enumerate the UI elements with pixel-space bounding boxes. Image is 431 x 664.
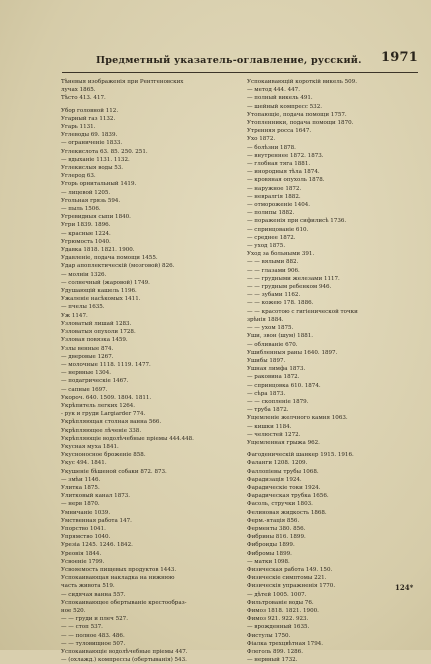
index-entry: Фистулы 1750. — [247, 632, 291, 639]
index-entry: Фелиновая жидкость 1868. — [247, 509, 327, 516]
index-entry: — труба 1872. — [247, 407, 289, 414]
index-entry: Укрѣпляющіе водолѣчебные пріемы 444.448. — [61, 435, 194, 442]
index-entry: Уж 1147. — [61, 312, 88, 319]
index-entry: — — груди и плеч 527. — [61, 616, 128, 623]
index-entry: Углеводы 69. 1839. — [61, 132, 118, 139]
index-entry: Узловатый лишай 1283. — [61, 320, 132, 327]
index-entry: Ушибы 1897. — [247, 357, 286, 364]
index-entry: лучах 1865. — [61, 87, 96, 94]
index-entry: — пыль 1506. — [61, 206, 101, 213]
index-entry: — — полное 483. 486. — [61, 632, 125, 639]
index-entry: — кишки 1184. — [247, 423, 292, 430]
index-entry: Углерод 63. — [61, 173, 96, 180]
index-entry: Умничаніе 1039. — [61, 509, 111, 516]
index-entry: Утопленники, подача помощи 1870. — [247, 120, 354, 127]
index-entry: — челюстей 1272. — [247, 431, 301, 438]
index-entry: Удушающій кашель 1196. — [61, 288, 137, 295]
index-entry: - рук и груди Largiarder 774. — [61, 411, 146, 418]
index-entry: Укрѣпляющая столная ванна 566. — [61, 419, 162, 426]
index-entry: Укрѣпитель легких 1264. — [61, 402, 136, 409]
index-entry: Укус 494. 1841. — [61, 460, 107, 467]
index-entry: — — ухом 1875. — [247, 325, 294, 332]
index-entry: Уход за больными 391. — [247, 251, 315, 258]
index-entry: — глобная тяга 1881. — [247, 161, 311, 168]
index-entry: Укороч. 640. 1509. 1804. 1811. — [61, 394, 152, 401]
page-header-title: Предметный указатель-оглавление, русский. — [96, 55, 362, 66]
index-entry: Угри 1839. 1896. — [61, 222, 111, 229]
index-entry: — (охлажд.) компрессы (обертыванія) 543. — [61, 657, 187, 664]
index-entry: — — грудными железами 1117. — [247, 275, 340, 282]
index-entry: Угорь орнитальный 1419. — [61, 181, 137, 188]
index-entry: — сѣра 1873. — [247, 390, 286, 397]
index-entry: — метод 444. 447. — [247, 87, 300, 94]
index-entry: Ухо 1872. — [247, 136, 276, 143]
index-entry: Ферм.-ятація 856. — [247, 517, 300, 524]
index-entry: — отмороженіе 1404. — [247, 202, 311, 209]
index-entry: Фиброиды 1899. — [247, 542, 295, 549]
index-entry: Укрѣпляющее лѣченіе 338. — [61, 427, 142, 434]
index-entry: Укушеніе бѣшеной собаки 872. 873. — [61, 468, 167, 475]
index-column-right — [247, 78, 413, 664]
index-entry: Удар апоплектическій (мозговой) 826. — [61, 263, 175, 270]
index-entry: — — глазами 906. — [247, 267, 300, 274]
index-entry: Умственная работа 147. — [61, 517, 132, 524]
index-entry: Фаллопіевы трубы 1068. — [247, 468, 319, 475]
index-entry: Фимоз 1818. 1821. 1900. — [247, 608, 319, 614]
index-entry: — сапные 1697. — [61, 386, 108, 393]
index-entry: — невралгія 1882. — [247, 193, 301, 200]
index-entry: Удавленіе, подача помощи 1455. — [61, 255, 158, 262]
index-entry: Успокаивающій короткій викель 509. — [247, 79, 357, 85]
index-entry: Ущемленная грыжа 962. — [247, 439, 320, 446]
index-entry: — — зубами 1162. — [247, 292, 301, 299]
index-entry: Угрюмость 1040. — [61, 238, 111, 245]
index-entry: Укусная муха 1841. — [61, 443, 119, 450]
index-entry: Фасоль, стручки 1803. — [247, 501, 313, 508]
index-entry: Угревидныя сыпи 1840. — [61, 214, 131, 221]
index-entry: Физическіе симптомы 221. — [247, 575, 327, 582]
index-entry: — молочные 1118. 1119. 1477. — [61, 361, 151, 368]
index-entry: Урезіа 1245. 1246. 1842. — [61, 542, 133, 549]
index-entry: — спринцованіе 610. — [247, 226, 309, 233]
index-entry: — нервные 1304. — [61, 370, 112, 377]
index-entry: — подагрическіе 1467. — [61, 378, 129, 385]
index-entry: — — грудным ребенком 946. — [247, 284, 332, 291]
index-entry: — обливаніе 670. — [247, 341, 298, 348]
index-entry: — лицевой 1205. — [61, 189, 111, 196]
index-entry: — врожденный 1635. — [247, 624, 310, 631]
index-entry: Тѣсто 413. 417. — [61, 95, 106, 102]
index-entry: Упорство 1041. — [61, 525, 106, 532]
index-entry: Успокаивающіе водолѣчебные пріемы 447. — [61, 649, 188, 656]
index-entry: Укусноносное броженіе 858. — [61, 452, 146, 459]
index-entry: Усвоеніе 1799. — [61, 558, 105, 565]
index-entry: — красные 1224. — [61, 230, 111, 237]
index-entry: — матки 1098. — [247, 558, 290, 565]
index-entry: Флеголь 899. 1286. — [247, 649, 303, 656]
index-entry: Физическія упражненія 1770. — [247, 583, 336, 590]
index-entry: Фарадизація 1924. — [247, 476, 302, 483]
index-entry: — среднее 1872. — [247, 234, 296, 241]
index-entry: Уреовія 1844. — [61, 550, 102, 557]
index-entry: Углекислыя воды 53. — [61, 165, 124, 172]
index-entry: — нерв 1870. — [61, 501, 100, 508]
index-entry: Усвояемость пищевых продуктов 1443. — [61, 566, 177, 573]
index-entry: Фибромы 1899. — [247, 550, 292, 557]
index-entry: — пчелы 1635. — [61, 304, 105, 311]
index-entry: — — стоп 537. — [61, 624, 103, 631]
page-number: 1971 — [381, 50, 418, 65]
index-entry: Фимоз 921. 922. 923. — [247, 616, 309, 623]
index-entry: Физическая работа 149. 150. — [247, 566, 333, 573]
index-entry: Узловатыя опухоли 1728. — [61, 329, 136, 336]
index-entry: Фіалка трехцвѣтная 1794. — [247, 640, 324, 647]
index-entry: — наружное 1872. — [247, 185, 302, 192]
index-entry: Улитка 1875. — [61, 484, 100, 491]
index-column-left — [61, 78, 227, 664]
index-entry: Фильтрованіе воды 76. — [247, 599, 314, 606]
index-entry: — полипы 1882. — [247, 210, 295, 217]
index-entry: Ужаленіе насѣкомых 1411. — [61, 296, 141, 303]
index-entry: Ушная лимфа 1873. — [247, 366, 306, 373]
index-entry: Узлы венные 874. — [61, 345, 114, 352]
index-entry: — дѣтей 1005. 1007. — [247, 591, 307, 598]
index-entry: — внутреннее 1872. 1873. — [247, 152, 324, 159]
index-entry: часть живота 519. — [61, 583, 115, 590]
index-entry: Фаланги 1208. 1209. — [247, 460, 308, 467]
index-entry: — кровяная опухоль 1878. — [247, 177, 325, 184]
index-entry: — спринцовка 610. 1874. — [247, 382, 321, 389]
index-entry: Угольная грязь 594. — [61, 197, 121, 204]
index-entry: — змѣи 1146. — [61, 476, 101, 483]
index-entry: — раковина 1872. — [247, 374, 300, 381]
index-entry: Ушибленныя раны 1640. 1897. — [247, 349, 338, 356]
index-entry: Упрямство 1040. — [61, 534, 111, 541]
index-entry: — пораженія при сифилисѣ 1736. — [247, 218, 347, 225]
index-entry: — шейный компресс 532. — [247, 103, 322, 110]
index-entry: — солнечный (жаровой) 1749. — [61, 279, 150, 286]
index-entry: — молніи 1326. — [61, 271, 107, 278]
index-entry: зрѣнія 1884. — [247, 316, 284, 323]
index-entry: Фарадическая трубка 1656. — [247, 493, 329, 500]
index-entry: Успокаивающее обертываніе крестообраз- — [61, 599, 187, 606]
index-entry: — сидячая ванна 557. — [61, 591, 126, 598]
index-entry: Уши, звон (шум) 1881. — [247, 333, 314, 340]
index-entry: — полный викель 491. — [247, 95, 313, 102]
index-entry: — болѣзни 1878. — [247, 144, 296, 151]
index-entry: Фарадическіе токи 1924. — [247, 484, 321, 491]
index-entry: ное 520. — [61, 608, 86, 614]
index-entry: Ферменты 380. 856. — [247, 525, 306, 532]
index-entry: — — вялыми 882. — [247, 259, 299, 266]
index-entry: Утренняя росса 1647. — [247, 128, 312, 135]
header-rule — [62, 72, 418, 73]
index-entry: — — туловищное 507. — [61, 640, 126, 647]
index-entry: Угарь 1131. — [61, 124, 96, 131]
index-entry: Фибрины 816. 1899. — [247, 534, 306, 541]
page-header — [96, 50, 426, 72]
index-entry: Утопающіе, подача помощи 1757. — [247, 111, 347, 118]
index-entry: Успокаивающая накладка на нижнюю — [61, 575, 175, 582]
index-entry: — вдыханіе 1131. 1132. — [61, 156, 130, 163]
index-entry: — — красотою с гигіенической точки — [247, 308, 358, 315]
index-entry: Удавка 1818. 1821. 1900. — [61, 247, 135, 254]
index-entry: Угарный газ 1132. — [61, 115, 116, 122]
index-entry: — — скопленіе 1879. — [247, 398, 309, 405]
index-entry: Улитковый канал 1873. — [61, 493, 131, 500]
index-entry: — нервный 1732. — [247, 657, 298, 664]
index-entry: Убор головной 112. — [61, 107, 119, 114]
index-entry: — ограниченіе 1833. — [61, 140, 123, 147]
index-entry: Углекислота 63. 85. 250. 251. — [61, 148, 148, 155]
index-entry: — инородныя тѣла 1874. — [247, 169, 320, 176]
index-entry: — уход 1875. — [247, 243, 286, 250]
index-entry: Фагоденическій шанкер 1915. 1916. — [247, 452, 354, 459]
index-entry: Тѣневыя изображенія при Рентгеновских — [61, 79, 184, 85]
index-entry: Узловая повязка 1459. — [61, 337, 128, 344]
index-entry: Ущемленіе желчного камня 1063. — [247, 415, 348, 422]
index-entry: — дверовые 1267. — [61, 353, 114, 360]
printer-signature: 124* — [395, 583, 414, 592]
index-entry: — — кожею 178. 1886. — [247, 300, 314, 307]
